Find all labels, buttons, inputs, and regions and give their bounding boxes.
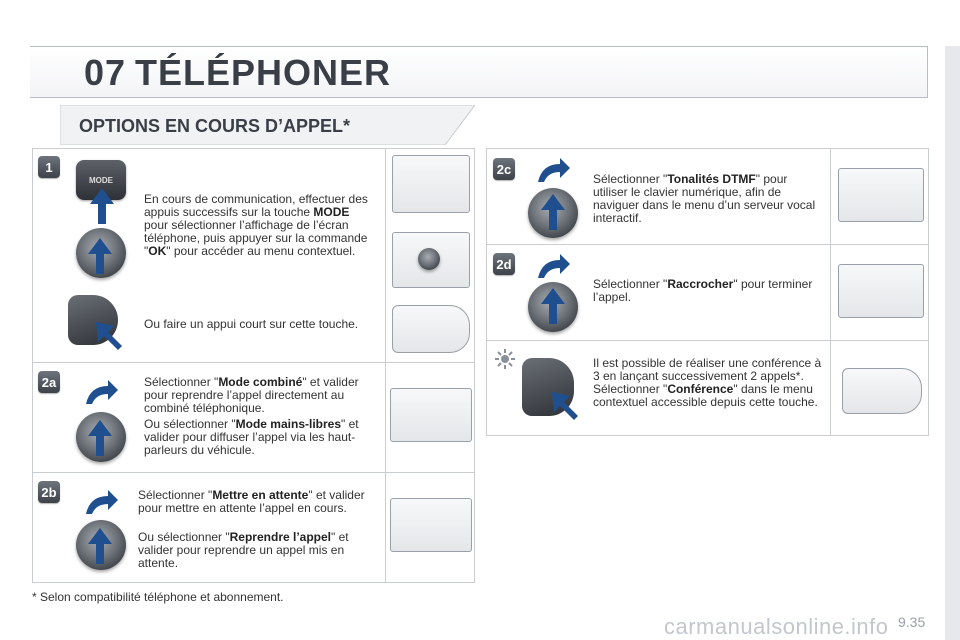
step-badge-2c: 2c	[493, 158, 515, 180]
step-2d-text	[593, 278, 823, 304]
step-1-text-a: En cours de communication, effectuer des appuis successifs sur la touche	[144, 192, 368, 219]
step-2b-text-1a: Sélectionner "	[138, 488, 213, 502]
step-2c-option: Tonalités DTMF	[667, 172, 756, 186]
step-2d-text-a: Sélectionner "	[593, 277, 668, 291]
right-image-column-divider	[830, 148, 831, 436]
divider-2a-2b	[32, 472, 475, 473]
step-2a-text-2	[144, 418, 378, 457]
step-2a-text-2a: Ou sélectionner "	[144, 417, 236, 431]
curved-arrow-icon	[84, 378, 120, 406]
arrow-up-icon	[88, 528, 112, 564]
step-2a-option-1: Mode combiné	[218, 375, 303, 389]
radio-knob-icon	[418, 248, 440, 270]
step-badge-1: 1	[38, 156, 60, 178]
step-2b-option-2: Reprendre l’appel	[229, 530, 332, 544]
page-side-strip	[945, 46, 960, 640]
light-bulb-icon	[494, 348, 516, 370]
radio-unit-illustration	[390, 498, 472, 552]
arrow-up-icon	[90, 188, 114, 224]
radio-unit-illustration	[390, 388, 472, 442]
step-1-mode-key: MODE	[313, 205, 350, 219]
step-badge-2a: 2a	[38, 371, 60, 393]
chapter-number: 07	[84, 52, 127, 93]
step-2b-text-2c: " et valider pour reprendre un appel mis en attente.	[138, 530, 349, 570]
step-3-text	[593, 357, 827, 409]
step-2a-text-1	[144, 376, 378, 415]
divider-2d-3	[486, 340, 929, 341]
arrow-up-icon	[541, 288, 565, 324]
mode-button-label: MODE	[89, 175, 113, 185]
step-1-text-e: " pour accéder au menu contextuel.	[166, 244, 356, 258]
arrow-up-icon	[88, 238, 112, 274]
stalk-illustration	[392, 305, 470, 353]
step-2d-text-c: " pour terminer l’appel.	[593, 277, 813, 304]
step-2a-option-2: Mode mains-libres	[235, 417, 341, 431]
step-3-option: Conférence	[667, 382, 734, 396]
radio-unit-illustration	[392, 155, 470, 213]
arrow-diagonal-icon	[552, 392, 578, 420]
page-number: 9.35	[898, 614, 926, 630]
step-2b-option-1: Mettre en attente	[212, 488, 309, 502]
arrow-diagonal-icon	[96, 322, 122, 350]
step-2b-text-2a: Ou sélectionner "	[138, 530, 230, 544]
left-image-column-divider	[385, 148, 386, 583]
step-1-text-c: pour sélectionner l’affichage de l’écran téléphone, puis appuyer sur la commande "	[144, 218, 368, 258]
step-2c-text-a: Sélectionner "	[593, 172, 668, 186]
curved-arrow-icon	[84, 488, 120, 516]
step-2b-text-1	[138, 489, 378, 515]
radio-unit-illustration	[838, 264, 924, 318]
step-2c-text-c: " pour utiliser le clavier numérique, afin de naviguer dans le menu d’un serveur vocal interactif.	[593, 172, 816, 225]
step-2b-text-2	[138, 531, 378, 570]
section-title: OPTIONS EN COURS D’APPEL*	[79, 116, 351, 136]
step-1-ok-key: OK	[148, 244, 167, 258]
step-2d-option: Raccrocher	[667, 277, 734, 291]
step-2b-text-1c: " et valider pour mettre en attente l’appel en cours.	[138, 488, 365, 515]
arrow-up-icon	[88, 420, 112, 456]
radio-unit-illustration	[838, 168, 924, 222]
watermark: carmanualsonline.info	[664, 614, 889, 639]
step-badge-2b: 2b	[38, 481, 60, 503]
stalk-illustration	[842, 368, 922, 414]
step-2a-text-2c: " et valider pour diffuser l’appel via les haut-parleurs du véhicule.	[144, 417, 359, 457]
step-3-text-c: " dans le menu contextuel accessible depuis cette touche.	[593, 382, 818, 409]
divider-2c-2d	[486, 244, 929, 245]
step-2a-text-1a: Sélectionner "	[144, 375, 219, 389]
curved-arrow-icon	[536, 252, 572, 280]
footnote: * Selon compatibilité téléphone et abonnement.	[32, 590, 284, 604]
step-1-alt-text: Ou faire un appui court sur cette touche.	[144, 317, 359, 331]
step-3-text-a: Il est possible de réaliser une conférence à 3 en lançant successivement 2 appels*. Sélectionner "	[593, 356, 822, 396]
step-2c-text	[593, 173, 823, 225]
step-badge-2d: 2d	[493, 253, 515, 275]
step-2a-text-1c: " et valider pour reprendre l’appel directement au combiné téléphonique.	[144, 375, 359, 415]
chapter-title: TÉLÉPHONER	[135, 52, 392, 93]
curved-arrow-icon	[536, 156, 572, 184]
divider-1-2a	[32, 362, 475, 363]
arrow-up-icon	[541, 194, 565, 230]
step-1-text	[144, 193, 376, 258]
